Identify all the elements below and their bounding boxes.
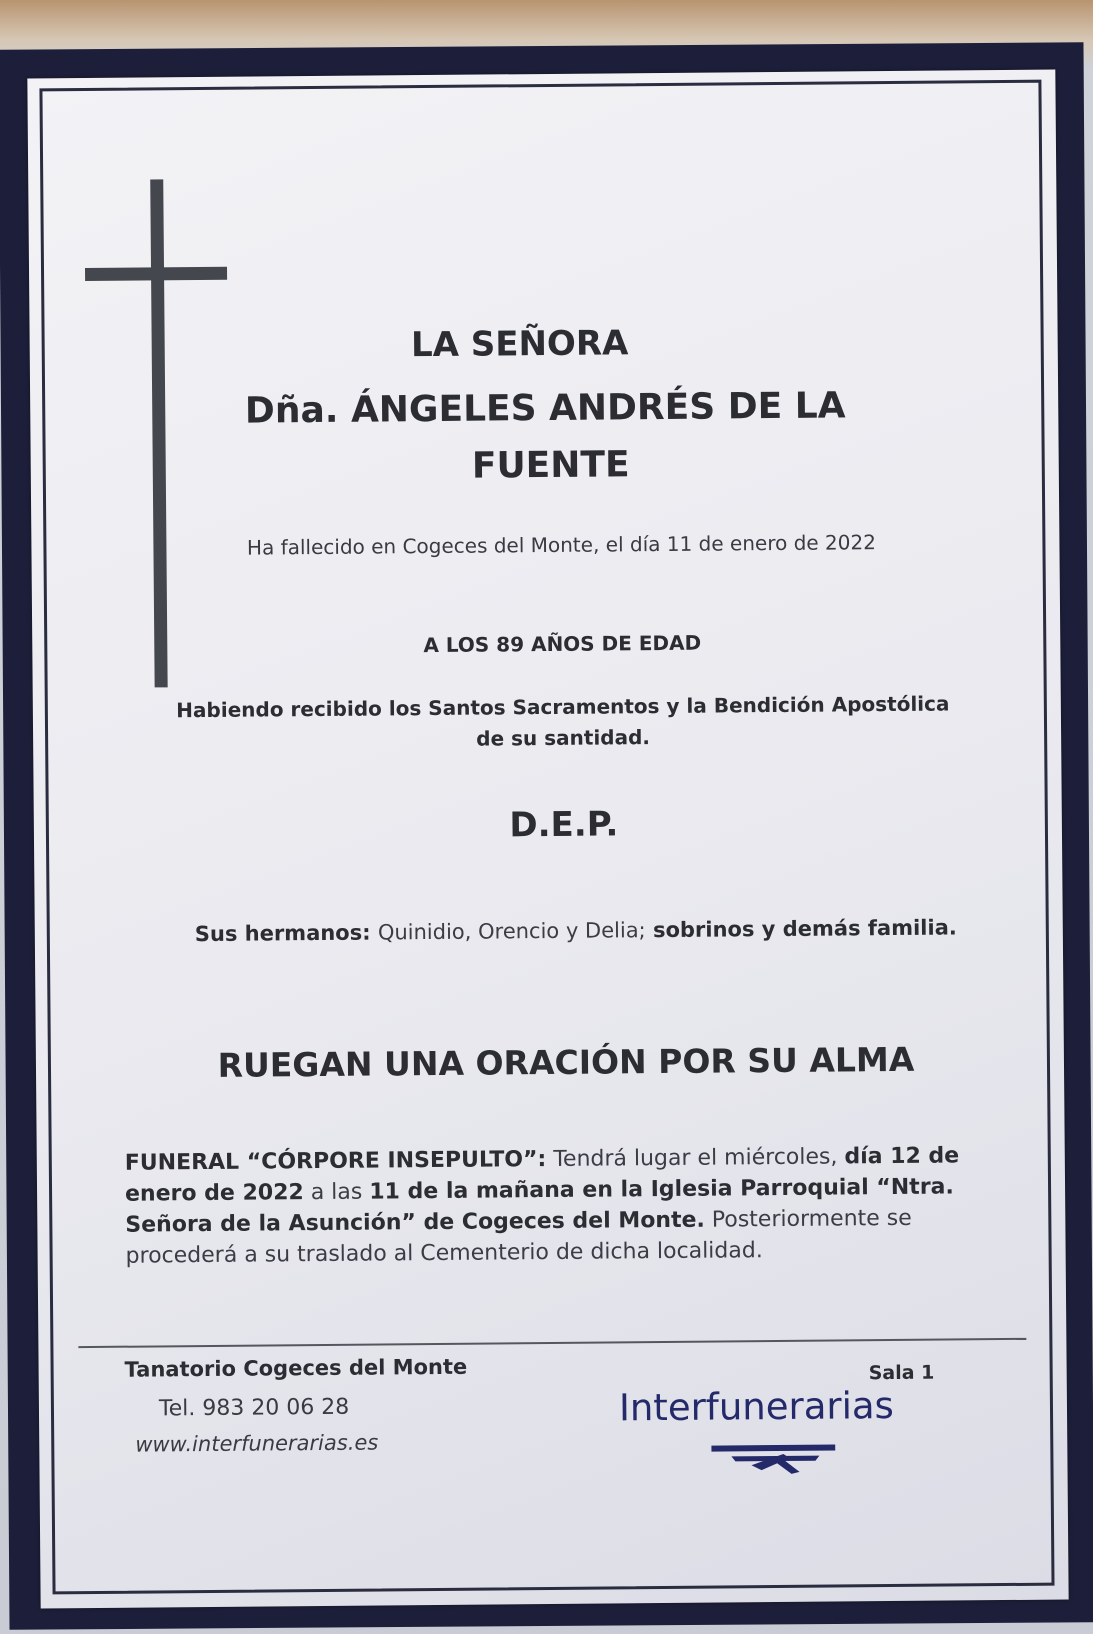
website-link[interactable]: www.interfunerarias.es bbox=[135, 1430, 379, 1457]
family-rest: sobrinos y demás familia. bbox=[652, 915, 957, 943]
tanatorio-name: Tanatorio Cogeces del Monte bbox=[124, 1354, 468, 1382]
sacraments-line1: Habiendo recibido los Santos Sacramentos y la Bendición Apostólica bbox=[176, 691, 950, 723]
age-text: A LOS 89 AÑOS DE EDAD bbox=[423, 630, 702, 658]
phone-number: Tel. 983 20 06 28 bbox=[158, 1394, 350, 1422]
funeral-text3: a las bbox=[310, 1179, 363, 1206]
prayer-request: RUEGAN UNA ORACIÓN POR SU ALMA bbox=[217, 1039, 915, 1085]
rip-text: D.E.P. bbox=[509, 804, 619, 846]
brand-name: Interfunerarias bbox=[618, 1384, 895, 1430]
interfunerarias-logo-icon bbox=[711, 1442, 835, 1483]
sala-label: Sala 1 bbox=[868, 1361, 935, 1385]
funeral-text1: Tendrá lugar el miércoles, bbox=[553, 1144, 838, 1172]
funeral-paragraph bbox=[125, 1140, 976, 1271]
notice-title: LA SEÑORA bbox=[410, 323, 629, 366]
funeral-date: día 12 de enero de 2022 bbox=[124, 1143, 960, 1207]
deceased-name-line1: Dña. ÁNGELES ANDRÉS DE LA bbox=[244, 385, 846, 432]
obituary-notice bbox=[27, 70, 1068, 1609]
family-names: Quinidio, Orencio y Delia; bbox=[377, 918, 646, 945]
funeral-label: FUNERAL “CÓRPORE INSEPULTO”: bbox=[124, 1147, 547, 1176]
funeral-place: 11 de la mañana en la Iglesia Parroquial “Ntra. Señora de la Asunción” de Cogeces del Monte. bbox=[125, 1174, 954, 1238]
sacraments-line2: de su santidad. bbox=[476, 725, 651, 751]
family-label: Sus hermanos: bbox=[194, 920, 371, 947]
funeral-text5: Posteriormente se procederá a su traslado al Cementerio de dicha localidad. bbox=[125, 1205, 912, 1269]
deceased-text: Ha fallecido en Cogeces del Monte, el día 11 de enero de 2022 bbox=[246, 530, 876, 560]
deceased-name-line2: FUENTE bbox=[471, 444, 630, 487]
cross-icon-bar bbox=[85, 267, 227, 281]
